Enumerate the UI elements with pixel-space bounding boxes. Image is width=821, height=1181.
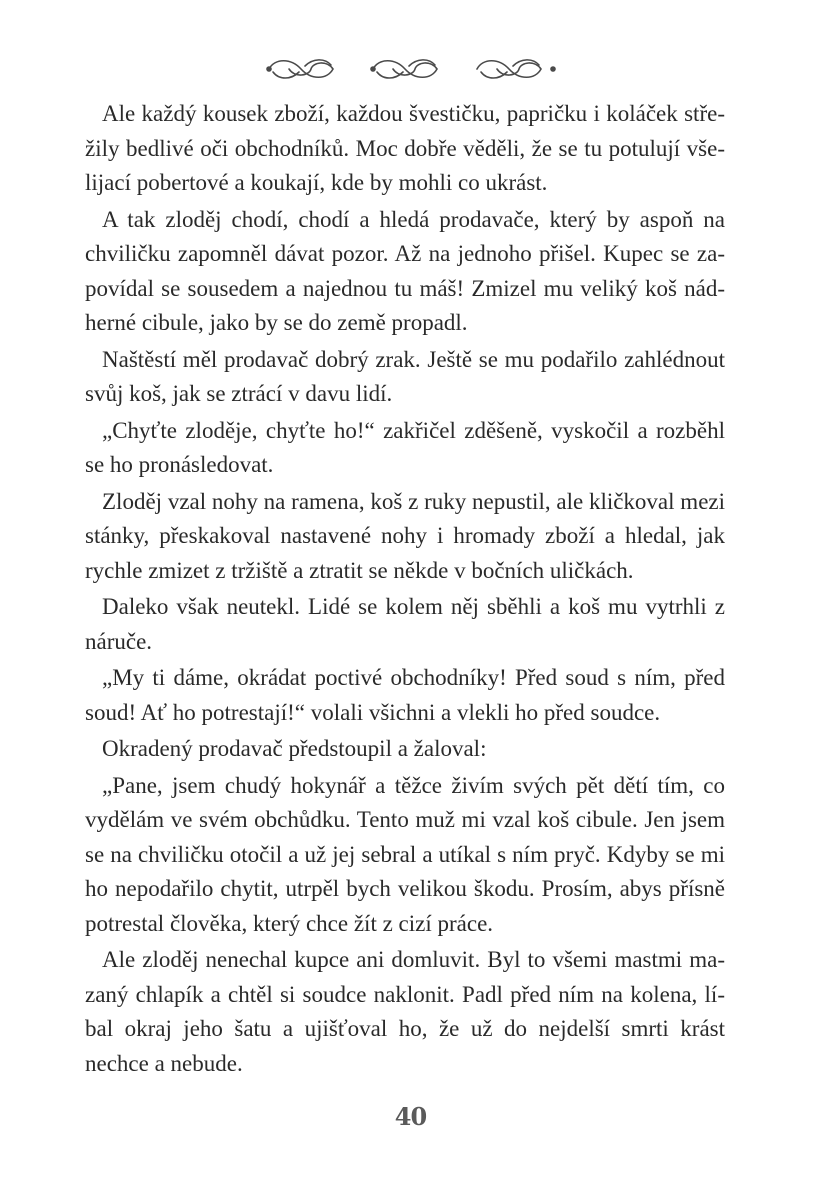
page-number: 40 xyxy=(394,1102,427,1131)
paragraph: „Chyťte zloděje, chyťte ho!“ zakřičel zděšeně, vyskočil a rozběhl se ho pronásledovat. xyxy=(85,417,725,477)
flourish-ornament-icon xyxy=(0,52,821,86)
paragraph: Ale zloděj nenechal kupce ani domluvit. Byl to všemi mastmi mazaný chlapík a chtěl si soudce naklonit. Padl před ním na kolena, líbal okraj jeho šatu a ujišťoval ho, že už do nejdelší smrti krást nechce a nebude. xyxy=(85,947,725,1076)
paragraph: Zloděj vzal nohy na ramena, koš z ruky nepustil, ale kličkoval mezi stánky, přeskakoval nastavené nohy i hromady zboží a hledal, jak rychle zmizet z tržiště a ztratit se někde v bočních uličkách. xyxy=(85,488,725,583)
paragraph: „My ti dáme, okrádat poctivé obchodníky! Před soud s ním, před soud! Ať ho potrestají!“ volali všichni a vlekli ho před soudce. xyxy=(85,665,725,725)
paragraph: A tak zloděj chodí, chodí a hledá prodavače, který by aspoň na chviličku zapomněl dávat pozor. Až na jednoho přišel. Kupec se zapovídal se sousedem a najednou tu máš! Zmizel mu veliký koš nádherné cibule, jako by se do země propadl. xyxy=(85,206,725,335)
paragraph: Ale každý kousek zboží, každou švestičku, papričku i koláček střežily bedlivé oči obchodníků. Moc dobře věděli, že se tu potulují všelijací pobertové a koukají, kde by mohli co ukrást. xyxy=(85,101,725,195)
paragraph: Daleko však neutekl. Lidé se kolem něj sběhli a koš mu vytrhli z náruče. xyxy=(85,594,725,654)
paragraph: Naštěstí měl prodavač dobrý zrak. Ještě se mu podařilo zahlédnout svůj koš, jak se ztrácí v davu lidí. xyxy=(85,346,725,406)
paragraph: Okradený prodavač předstoupil a žaloval: xyxy=(102,736,487,761)
body-text xyxy=(85,97,725,1083)
paragraph: „Pane, jsem chudý hokynář a těžce živím svých pět dětí tím, co vydělám ve svém obchůdku. Tento muž mi vzal koš cibule. Jen jsem se na chviličku otočil a už jej sebral a utíkal s ním pryč. Kdyby se mi ho nepodařilo chytit, utrpěl bych velikou škodu. Prosím, abys přísně potrestal člověka, který chce žít z cizí práce. xyxy=(85,772,725,936)
